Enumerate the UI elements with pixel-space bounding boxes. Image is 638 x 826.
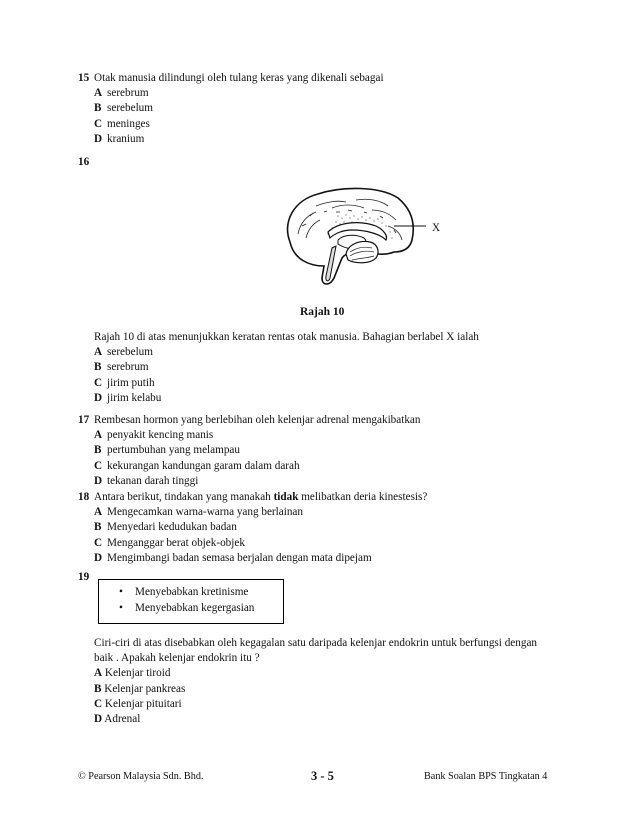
option-c: C jirim putih [94,376,155,389]
option-d: D kranium [94,132,145,145]
bullet-item: • Menyebabkan kretinisme [121,584,283,600]
option-a: A Mengecamkan warna-warna yang berlainan [94,506,303,519]
option-c: C meninges [94,117,150,130]
page-number: 3 - 5 [311,769,334,783]
option-c: C kekurangan kandungan garam dalam darah [94,459,300,472]
option-c: C Menganggar berat objek-objek [94,536,245,549]
question-stem-line-2: baik . Apakah kelenjar endokrin itu ? [94,652,260,665]
option-c: C Kelenjar pituitari [94,697,182,710]
question-15 [78,71,384,147]
question-18 [78,490,427,566]
option-a: A serebrum [94,87,149,100]
option-a: A penyakit kencing manis [94,429,214,442]
option-a: A serebelum [94,346,153,359]
question-stem-line-1: Ciri-ciri di atas disebabkan oleh kegagalan satu daripada kelenjar endokrin untuk berfungsi dengan [94,637,537,649]
footer-book-title: Bank Soalan BPS Tingkatan 4 [424,771,548,782]
option-d: D tekanan darah tinggi [94,474,199,487]
option-b: B Menyedari kedudukan badan [94,521,237,534]
question-number: 18 [78,491,90,503]
option-d: D jirim kelabu [94,391,162,404]
question-17 [78,413,421,489]
question-number: 17 [78,414,90,426]
figure-label-x: X [432,222,441,234]
question-19 [78,636,537,727]
option-b: B Kelenjar pankreas [94,682,186,695]
question-19-number: 19 [78,571,90,583]
question-stem: Rembesan hormon yang berlebihan oleh kelenjar adrenal mengakibatkan [94,414,421,426]
option-b: B serebelum [94,102,153,115]
brain-cross-section-figure [276,182,456,294]
question-16-number: 16 [78,156,90,168]
bullet-item: • Menyebabkan kegergasian [121,600,283,616]
option-d: D Adrenal [94,713,141,726]
option-b: B serebrum [94,361,149,374]
question-stem: Otak manusia dilindungi oleh tulang keras yang dikenali sebagai [94,72,384,84]
question-number: 15 [78,72,90,84]
option-d: D Mengimbangi badan semasa berjalan dengan mata dipejam [94,551,372,564]
question-16 [78,330,479,406]
figure-caption: Rajah 10 [300,306,345,318]
option-a: A Kelenjar tiroid [94,667,171,680]
characteristics-box [98,579,284,624]
footer-copyright: © Pearson Malaysia Sdn. Bhd. [78,771,204,782]
question-stem: Rajah 10 di atas menunjukkan keratan rentas otak manusia. Bahagian berlabel X ialah [94,331,479,343]
option-b: B pertumbuhan yang melampau [94,444,240,457]
question-stem: Antara berikut, tindakan yang manakah tidak melibatkan deria kinestesis? [94,491,428,503]
emphasis-word: tidak [273,491,299,503]
